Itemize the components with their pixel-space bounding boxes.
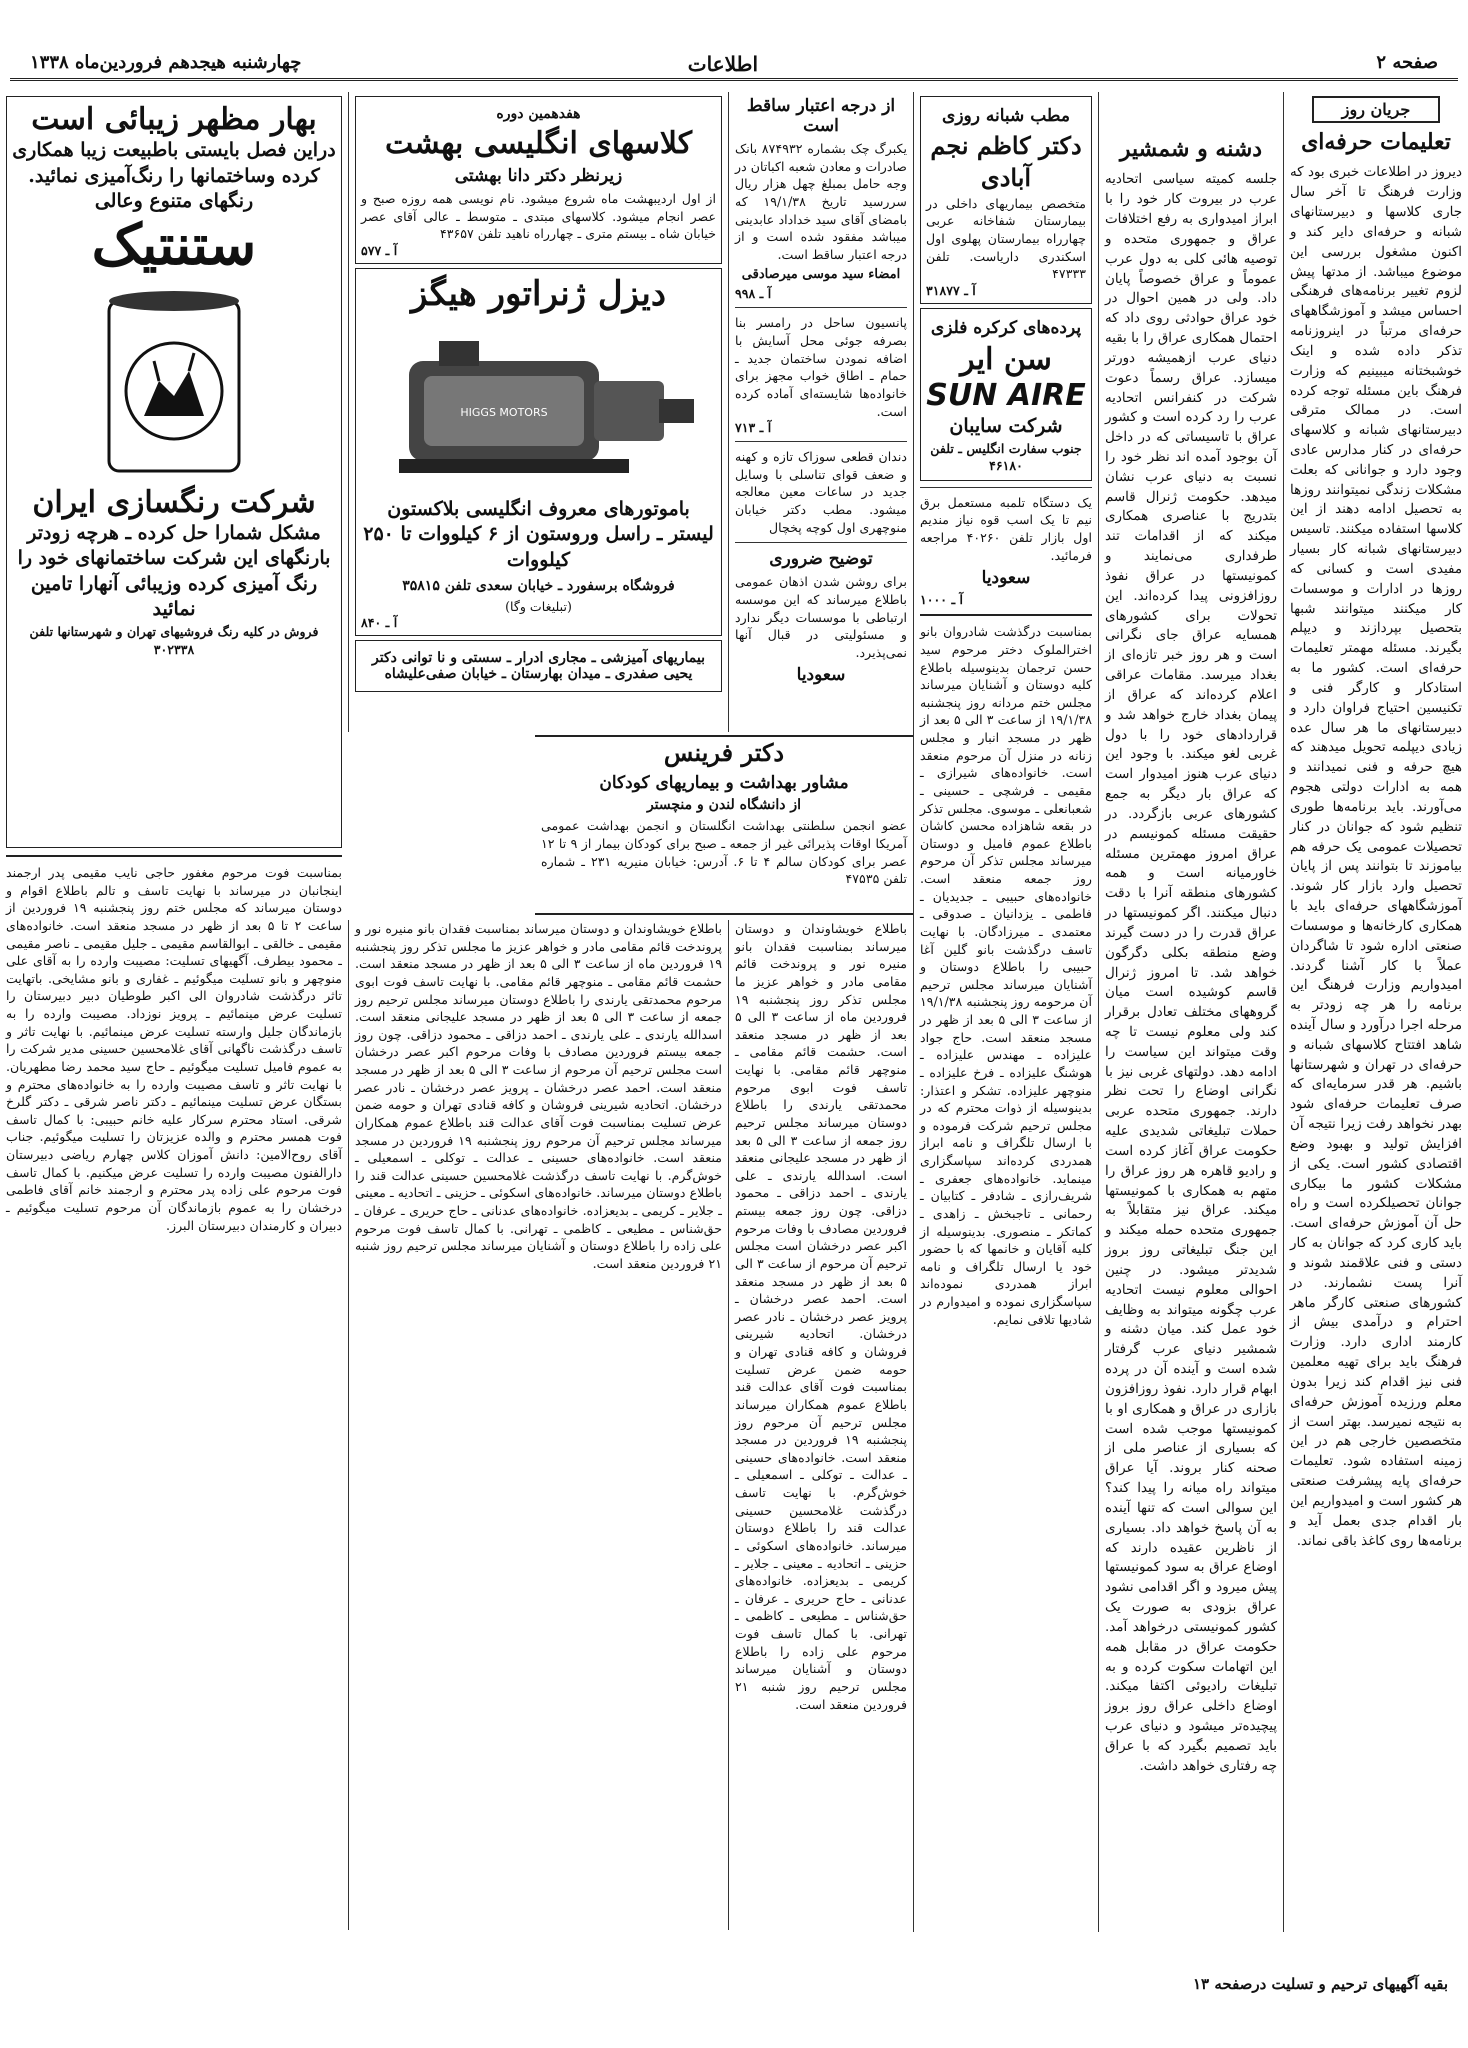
ad-engine [355, 268, 722, 636]
ad-engine-line2: لیستر ـ راسل وروستون از ۶ کیلووات تا ۲۵۰ کیلووات [363, 523, 714, 571]
ad-pediatric-name: دکتر فرینس [663, 738, 785, 767]
ad-doctor [920, 96, 1092, 304]
engine-plate: HIGGS MOTORS [459, 405, 548, 419]
column-commentary [1098, 92, 1283, 1932]
ad-sunaire-title: پرده‌های کرکره فلزی [930, 317, 1082, 338]
ad-pediatric-title: مشاور بهداشت و بیماریهای کودکان [599, 773, 849, 794]
ad-engine-title: دیزل ژنراتور هیگز [411, 273, 666, 314]
ad-doctor-title: مطب شبانه روزی [942, 106, 1070, 126]
ad-sunaire [920, 308, 1092, 481]
masthead [10, 48, 1458, 81]
column-ads-notices-a [913, 92, 1098, 1932]
ad-pediatric-text: عضو انجمن سلطنتی بهداشت انگلستان و انجمن بهداشت عمومی آمریکا اوقات پذیرائی غیر از جمعه ـ صبح برای کودکان بیمار از ۹ تا ۱۲ عصر برای کودکان سالم ۴ تا ۶. آدرس: خیابان منیریه ۲۳۱ ـ شماره تلفن ۴۷۵۳۵ [541, 818, 908, 887]
ad-classes-title: کلاسهای انگلیسی بهشت [384, 126, 693, 161]
ad-dental-text: دندان قطعی سوزاک تازه و کهنه و ضعف قوای تناسلی با وسایل جدید در ساعات معین معالجه میشود. مطب دکتر خیابان منوچهری اول کوچه پخچال [735, 449, 907, 535]
ad-paint-address: فروش در کلیه رنگ فروشیهای تهران و شهرستانها تلفن ۳۰۲۳۳۸ [29, 624, 319, 657]
ad-notice-title: توضیح ضروری [769, 549, 873, 570]
notices-c3: بمناسبت درگذشت شادروان بانو اخترالملوک دختر مرحوم سید حسن ترجمان بدینوسیله باطلاع کلیه دوستان و آشنایان میرساند مجلس ختم مردانه روز پنجشنبه ۱۹/۱/۳۸ از ساعت ۳ الی ۵ بعد از ظهر در مسجد انبار و مجلس زنانه در منزل آن مرحوم منعقد است. خانواده‌های شیرازی ـ مقیمی ـ فرشچی ـ حسینی ـ شعبانعلی ـ موسوی. مجلس تذکر در بقعه شاهزاده محسن کاشان باطلاع عموم فامیل و دوستان میرساند مجلس تذکر آن مرحوم روز جمعه منعقد است. خانواده‌های حبیبی ـ جدیدیان ـ فاطمی ـ یزدانیان ـ صدوقی ـ معتمدی ـ میرزادگان. با نهایت تاسف درگذشت بانو گلین آغا حبیبی را باطلاع دوستان و آشنایان میرساند مجلس ترحیم آن مرحومه روز پنجشنبه ۱۹/۱/۳۸ از ساعت ۳ الی ۵ بعد از ظهر در مسجد منعقد است. حاج جواد علیزاده ـ مهندس علیزاده ـ هوشنگ علیزاده ـ فرخ علیزاده ـ منوچهر علیزاده. تشکر و اعتذار: بدینوسیله از ذوات محترم که در مجلس ترحیم شرکت فرموده و با ارسال تلگراف و نامه ابراز همدردی کرده‌اند سپاسگزاری مینماید. خانواده‌های جعفری ـ شریف‌رازی ـ شادفر ـ کتابیان ـ رحمانی ـ تاجبخش ـ زاهدی ـ کماتکر ـ منصوری. بدینوسیله از کلیه آقایان و خانمها که با حضور خود یا ارسال تلگراف و نامه ابراز همدردی نموده‌اند سپاسگزاری نموده و امیدوارم در شادیها تلافی نمایم. [920, 624, 1092, 1327]
ad-doctor-code: آ ـ ۳۱۸۷۷ [926, 282, 976, 298]
notices-c5: بمناسبت فوت مرحوم مغفور حاجی نایب مقیمی پدر ارجمند اینجانبان در میرساند با نهایت تاسف و تالم باطلاع اقوام و دوستان میرساند که مجلس ختم روز پنجشنبه ۱۹ فروردین از ساعت ۲ تا ۵ بعد از ظهر در مسجد منعقد است. خانواده‌های مقیمی ـ خالقی ـ ابوالقاسم مقیمی ـ جلیل مقیمی ـ ناصر مقیمی ـ محمود بیطرف. آگهیهای تسلیت: مصیبت وارده را به آقای علی منوچهر و بانو تسلیت میگوئیم ـ غفاری و بانو مشایخی. باتهایت تاثر درگذشت شادروان الی اکبر طوطیان دبیر دبیرستان را تسلیت عرض مینمائیم ـ پرویز نوزداد. مصیبت وارده را به بازماندگان جلیل وارسته تسلیت عرض مینمائیم. با نهایت تاثر و تاسف درگذشت ناگهانی آقای غلامحسین حسینی مدیر شرکت را به عموم فامیل تسلیت میگوئیم ـ حاج سید محمد رضا مطهریان. با نهایت تاثر و تاسف مصیبت وارده را به خانواده‌های محترم و بستگان عرض تسلیت مینمائیم ـ دکتر ناصر شرقی ـ دکتر گلرخ شرقی. استاد محترم سرکار علیه خانم حبیبی: با کمال تاسف فوت همسر محترم و والده عزیزتان را تسلیت میگوئیم. جناب آقای روح‌الامین: دانش آموزان کلاس چهارم ریاضی دبیرستان دارالفنون مصیبت وارده را تسلیت عرض میکنیم. با کمال تاسف فوت مرحوم علی زاده پدر محترم و ارجمند خانم آقای فاطمی درخشان را به عموم بازماندگان آن مرحوم تسلیت میگوئیم ـ دبیران و کارمندان دبیرستان البرز. [6, 865, 342, 1233]
ad-pansion-text: پانسیون ساحل در رامسر بنا بصرفه جوئی محل آسایش با اضافه نمودن ساختمان جدید ـ حمام ـ اطاق خواب مجهز برای خانواده‌ها شایسته‌ای آماده کرده است. [735, 315, 907, 419]
commentary-headline: دشنه و شمشیر [1119, 136, 1263, 162]
commentary-body: جلسه کمیته سیاسی اتحادیه عرب در بیروت کار خود را با ابراز امیدواری به رفع اختلافات عراق و جمهوری متحده و توصیه هائی کلی به دول عرب عموماً و عراق خصوصاً پایان داد. ولی در همین احوال در خود عراق حوادثی روی داد که احتمال همکاری عراق را با بقیه دنیای عرب ازهمیشه دورتر میسازد. عراق رسماً دعوت شرکت در کنفرانس اتحادیه عرب را رد کرده است و کشور عراق با تاسیساتی که در داخل آن بوجود آمده اند نظر خود را نسبت به دنیای عرب نشان میدهد. حکومت ژنرال قاسم بتدریج با عناصری همکاری میکند که از اقدامات تند طرفداری می‌نمایند و کمونیستها در عراق نفوذ روزافزونی پیدا کرده‌اند. این تحولات برای کشورهای همسایه عراق جای نگرانی است و هر روز خبر تازه‌ای از بغداد میرسد. مقامات عراقی اعلام کرده‌اند که عراق از پیمان بغداد خارج خواهد شد و قراردادهای خود را با دول غربی لغو میکند. با وجود این دنیای عرب هنوز امیدوار است که عراق بار دیگر به جمع کشورهای عربی بازگردد. در حقیقت مسئله کمونیسم در عراق امروز مهمترین مسئله خاورمیانه است و همه کشورهای منطقه آنرا با دقت دنبال میکنند. اگر کمونیستها در عراق قدرت را در دست گیرند وضع منطقه بکلی دگرگون خواهد شد. تا امروز ژنرال قاسم کوشیده است میان گروههای مختلف تعادل برقرار کند ولی معلوم نیست تا چه وقت میتواند این سیاست را ادامه دهد. دولتهای غربی نیز با نگرانی اوضاع را تحت نظر دارند. جمهوری متحده عربی حملات تبلیغاتی شدیدی علیه حکومت عراق آغاز کرده است و رادیو قاهره هر روز عراق را متهم به همکاری با کمونیستها میکند. عراق نیز متقابلاً به جمهوری متحده حمله میکند و این جنگ تبلیغاتی روز بروز شدیدتر میشود. در چنین احوالی معلوم نیست اتحادیه عرب چگونه میتواند به وظایف خود عمل کند. میان دشنه و شمشیر دنیای عرب گرفتار شده است و آینده آن در پرده ابهام قرار دارد. نفوذ روزافزون بازاری در عراق و همکاری او با کمونیستها موجب شده است که بسیاری از عناصر ملی از صحنه کنار بروند. آیا عراق میتواند راه میانه را پیدا کند؟ این سوالی است که تنها آینده به آن پاسخ خواهد داد. بسیاری از ناظرین عقیده دارند که اوضاع عراق به سود کمونیستها پیش میرود و اگر اقدامی نشود عراق بزودی به صورت یک کشور کمونیستی درخواهد آمد. حکومت عراق در مقابل همه این اتهامات سکوت کرده و به تبلیغات رادیوئی اکتفا میکند. اوضاع داخلی عراق روز بروز پیچیده‌تر میشود و دنیای عرب باید تصمیم بگیرد که با عراق چه رفتاری خواهد داشت. [1105, 172, 1277, 1774]
ad-engine-line1: باموتورهای معروف انگلیسی بلاکستون [387, 497, 690, 520]
newspaper-title: اطلاعات [687, 52, 758, 76]
column-notices-b [728, 920, 913, 1930]
ad-engine-note: (تبلیغات وگا) [505, 598, 572, 614]
editorial-body: دیروز در اطلاعات خبری بود که وزارت فرهنگ تا آخر سال جاری کلاسها و دبیرستانهای شبانه و حرفه‌ای دایر کند و اکنون مشغول بررسی این موضوع میباشد. از مدتها پیش لزوم تغییر برنامه‌های فرهنگی احساس میشد و آموزشگاههای حرفه‌ای مرتباً در اینروزنامه تذکر داده شده و اینک خوشبختانه میبینیم که وزارت فرهنگ باین مسئله توجه کرده است. در ممالک مترقی دبیرستانهای شبانه و کلاسهای حرفه‌ای در کنار مدارس عادی وجود دارد و جوانانی که بعلت مشکلات زندگی نمیتوانند روزها به تحصیل ادامه دهند از این کلاسها استفاده میکنند. تاسیس دبیرستانهای شبانه کار بسیار مفیدی است و کسانی که روزها در ادارات و موسسات کار میکنند میتوانند شبها بتحصیل بپردازند و دیپلم بگیرند. مسئله مهمتر تعلیمات حرفه‌ای است. کشور ما به استادکار و کارگر فنی و تکنیسین احتیاج فراوان دارد و دبیرستانهای ما هر سال عده زیادی دیپلمه تحویل میدهند که هیچ حرفه و فنی نمیدانند و همه به ادارات دولتی هجوم می‌آورند. باید برنامه‌ها طوری تنظیم شود که جوانان در کنار تحصیلات عمومی یک حرفه هم بیاموزند تا بتوانند پس از پایان تحصیل وارد بازار کار شوند. آموزشگاههای حرفه‌ای باید با همکاری کارخانه‌ها و موسسات صنعتی اداره شود تا شاگردان عملاً با کار آشنا گردند. امیدواریم وزارت فرهنگ این برنامه را هر چه زودتر به مرحله اجرا درآورد و سال آینده شاهد افتتاح کلاسهای شبانه و حرفه‌ای در تهران و شهرستانها باشیم. هر قدر سرمایه‌ای که صرف تعلیمات حرفه‌ای شود بهدر نخواهد رفت زیرا نتیجه آن افزایش تولید و بهبود وضع اقتصادی کشور است. یکی از مشکلات کشور ما بیکاری جوانان تحصیلکرده است و راه حل آن آموزش حرفه‌ای است. باید کاری کرد که جوانان به کار دستی و فنی علاقمند شوند و آنرا پست نشمارند. در کشورهای صنعتی کارگر ماهر احترام و درآمدی بیش از کارمند اداری دارد. وزارت فرهنگ باید برای تهیه معلمین فنی نیز اقدام کند زیرا بدون معلم ورزیده آموزش حرفه‌ای به نتیجه نمیرسد. بهتر است از متخصصین خارجی هم در این زمینه استفاده شود. تعلیمات حرفه‌ای پایه پیشرفت صنعتی هر کشور است و امیدواریم این بار اقدام جدی بعمل آید و برنامه‌ها روی کاغذ باقی نماند. [1290, 165, 1462, 1549]
ad-device-name: سعودیا [981, 568, 1031, 589]
ad-engine-code: آ ـ ۸۴۰ [361, 615, 398, 631]
notices-c4: باطلاع خویشاوندان و دوستان میرساند بمناسبت فقدان بانو منیره نور و پروندخت قائم مقامی مادر و خواهر عزیز ما مجلس تذکر روز پنجشنبه ۱۹ فروردین ماه از ساعت ۳ الی ۵ بعد از ظهر در مسجد منعقد است. حشمت قائم مقامی ـ منوچهر قائم مقامی. با نهایت تاسف فوت ابوی مرحوم محمدتقی یارندی را باطلاع دوستان میرساند مجلس ترحیم روز جمعه از ساعت ۳ الی ۵ بعد از ظهر در مسجد علیجانی منعقد است. اسدالله یارندی ـ علی یارندی ـ احمد دزاقی ـ محمود دزاقی. چون روز جمعه بیستم فروردین مصادف با وفات مرحوم اکبر عصر درخشان است مجلس ترحیم آن مرحوم از ساعت ۳ الی ۵ بعد از ظهر در مسجد منعقد است. احمد عصر درخشان ـ پرویز عصر درخشان ـ نادر عصر درخشان. اتحادیه شیرینی فروشان و کافه قنادی تهران و حومه ضمن عرض تسلیت بمناسبت فوت آقای عدالت قند باطلاع عموم همکاران میرساند مجلس ترحیم آن مرحوم روز پنجشنبه ۱۹ فروردین در مسجد منعقد است. خانواده‌های حسینی ـ عدالت ـ توکلی ـ اسمعیلی ـ خوش‌گرم. با نهایت تاسف درگذشت غلامحسین حسینی عدالت قند را باطلاع دوستان میرساند. خانواده‌های اسکوئی ـ حزینی ـ اتحادیه ـ معینی ـ جلایر ـ کریمی ـ بدیعزاده. خانواده‌های عدنانی ـ حاج حریری ـ عرفان ـ حق‌شناس ـ مطیعی ـ کاظمی ـ تهرانی. با کمال تاسف فوت مرحوم علی زاده را باطلاع دوستان و آشنایان میرساند مجلس ترحیم روز شنبه ۲۱ فروردین منعقد است. [735, 921, 907, 1712]
ad-sunaire-brand: سن ایر [960, 341, 1052, 377]
ad-doctor-name: دکتر کاظم نجم آبادی [930, 131, 1082, 193]
ad-classes-code: آ ـ ۵۷۷ [361, 242, 398, 258]
ad-notice-name: سعودیا [796, 665, 846, 686]
ad-doctor-text: متخصص بیماریهای داخلی در بیمارستان شفاخانه عربی چهارراه بیمارستان پهلوی اول اسکندری داریاست. تلفن ۴۷۳۳۳ [926, 195, 1086, 282]
issue-date: چهارشنبه هیجدهم فروردین‌ماه ۱۳۳۸ [30, 52, 302, 73]
notices-c4-cont: باطلاع خویشاوندان و دوستان میرساند بمناسبت فقدان بانو منیره نور و پروندخت قائم مقامی مادر و خواهر عزیز ما مجلس تذکر روز پنجشنبه ۱۹ فروردین ماه از ساعت ۳ الی ۵ بعد از ظهر در مسجد منعقد است. حشمت قائم مقامی ـ منوچهر قائم مقامی. با نهایت تاسف فوت ابوی مرحوم محمدتقی یارندی را باطلاع دوستان میرساند مجلس ترحیم روز جمعه از ساعت ۳ الی ۵ بعد از ظهر در مسجد علیجانی منعقد است. اسدالله یارندی ـ علی یارندی ـ احمد دزاقی ـ محمود دزاقی. چون روز جمعه بیستم فروردین مصادف با وفات مرحوم اکبر عصر درخشان است مجلس ترحیم آن مرحوم از ساعت ۳ الی ۵ بعد از ظهر در مسجد منعقد است. احمد عصر درخشان ـ پرویز عصر درخشان ـ نادر عصر درخشان. اتحادیه شیرینی فروشان و کافه قنادی تهران و حومه ضمن عرض تسلیت بمناسبت فوت آقای عدالت قند باطلاع عموم همکاران میرساند مجلس ترحیم آن مرحوم روز پنجشنبه ۱۹ فروردین در مسجد منعقد است. خانواده‌های حسینی ـ عدالت ـ توکلی ـ اسمعیلی ـ خوش‌گرم. با نهایت تاسف درگذشت غلامحسین حسینی عدالت قند را باطلاع دوستان میرساند. خانواده‌های اسکوئی ـ حزینی ـ اتحادیه ـ معینی ـ جلایر ـ کریمی ـ بدیعزاده. خانواده‌های عدنانی ـ حاج حریری ـ عرفان ـ حق‌شناس ـ مطیعی ـ کاظمی ـ تهرانی. با کمال تاسف فوت مرحوم علی زاده را باطلاع دوستان و آشنایان میرساند مجلس ترحیم روز شنبه ۲۱ فروردین منعقد است. [355, 921, 722, 1271]
ad-hospital-text: بیماریهای آمیزشی ـ مجاری ادرار ـ سستی و نا توانی دکتر یحیی صفدری ـ میدان بهارستان ـ خیابان صفی‌علیشاه [371, 650, 706, 683]
ad-pediatric-sub: از دانشگاه لندن و منچستر [646, 797, 802, 814]
ad-cheque-sign: امضاء سید موسی میرصادقی [741, 267, 901, 283]
ad-paint-brand: ستنتیک [91, 211, 257, 278]
ad-paint-text2: مشکل شمارا حل کرده ـ هرچه زودتر بارنگهای این شرکت ساختمانهای خود را رنگ آمیزی کرده وزیبائی آنهارا تامین نمائید [17, 521, 331, 621]
ad-classes-sub: زیرنظر دکتر دانا بهشتی [454, 166, 623, 186]
ad-cheque-code: آ ـ ۹۹۸ [735, 286, 772, 302]
ad-notice-text: برای روشن شدن اذهان عمومی باطلاع میرساند که این موسسه ارتباطی با موسسات دیگر ندارد و مسئولیتی در قبال آنها نمی‌پذیرد. [735, 574, 907, 660]
ad-pediatric [535, 735, 913, 915]
ad-device-text: یک دستگاه تلمبه مستعمل برق نیم تا یک اسب قوه نیاز مندیم اول بازار تلفن ۴۰۲۶۰ مراجعه فرمائید. [920, 494, 1092, 563]
column-big-ads [348, 92, 728, 732]
ad-device-code: آ ـ ۱۰۰۰ [920, 592, 964, 608]
diesel-generator-illustration [379, 321, 699, 491]
section-tag: جریان روز [1312, 96, 1440, 123]
ad-classes-text: از اول اردیبهشت ماه شروع میشود. نام نویسی همه روزه صبح و عصر انجام میشود. کلاسهای مبتدی ـ متوسط ـ عالی آقای عصر خیابان شاه ـ بیستم متری ـ چهارراه ناهید تلفن ۴۳۶۵۷ [361, 191, 716, 242]
ad-cheque-title: از درجه اعتبار ساقط است [746, 96, 896, 136]
column-notices-c [348, 920, 728, 1930]
ad-classes [355, 96, 722, 264]
ad-hospital [355, 640, 722, 692]
ad-paint [6, 96, 342, 848]
column-paint-notices [0, 92, 348, 1962]
ad-engine-address: فروشگاه برسفورد ـ خیابان سعدی تلفن ۳۵۸۱۵ [402, 577, 675, 594]
ad-paint-title: بهار مظهر زیبائی است [31, 102, 317, 137]
column-small-ads [728, 92, 913, 732]
page-number: صفحه ۲ [1376, 52, 1438, 73]
ad-pansion-code: آ ـ ۷۱۳ [735, 420, 772, 436]
ad-paint-text: دراین فصل بایستی باطبیعت زیبا همکاری کرده وساختمانها را رنگ‌آمیزی نمائید. رنگهای متنوع وعالی [12, 139, 336, 213]
ad-paint-company: شرکت رنگسازی ایران [32, 484, 316, 520]
editorial-headline: تعلیمات حرفه‌ای [1301, 129, 1451, 155]
ad-sunaire-company: شرکت سایبان [949, 414, 1063, 437]
ad-sunaire-latin: SUN AIRE [926, 377, 1086, 413]
ad-cheque-text: یکبرگ چک بشماره ۸۷۴۹۳۲ بانک صادرات و معادن شعبه اکباتان در وجه حامل بمبلغ چهل هزار ریال سررسید تاریخ ۱۹/۱/۳۸ که بامضای آقای سید خداداد عابدینی میباشد مفقود شده است و از درجه اعتبار ساقط است. [735, 141, 907, 262]
continuation-note: بقیه آگهیهای ترحیم و تسلیت درصفحه ۱۳ [1193, 1975, 1448, 1993]
ad-classes-kicker: هفدهمین دوره [496, 106, 581, 122]
column-editorial [1283, 92, 1468, 1932]
paint-can-illustration [99, 281, 249, 481]
ad-sunaire-address: جنوب سفارت انگلیس ـ تلفن ۴۶۱۸۰ [930, 440, 1082, 474]
